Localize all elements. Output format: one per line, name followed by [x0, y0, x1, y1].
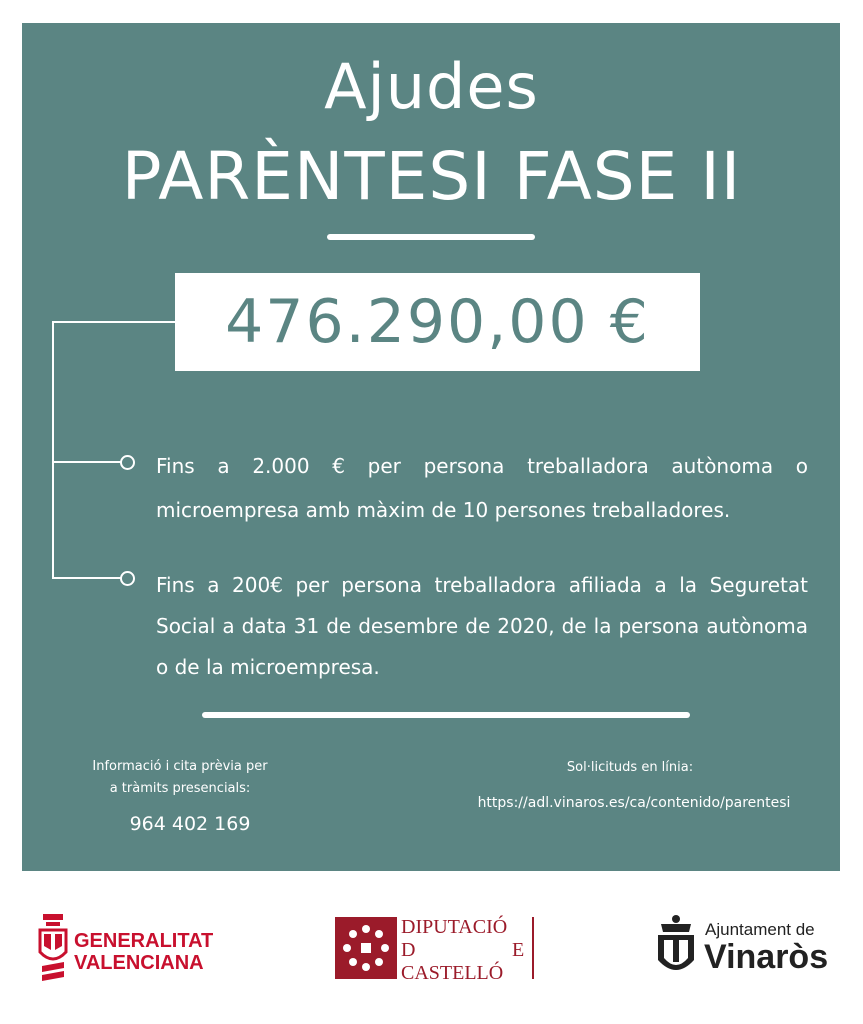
diputacio-line-1: DIPUTACIÓ [401, 916, 508, 938]
info-presencial [70, 756, 290, 800]
bullet-text-2: Fins a 200€ per persona treballadora afiliada a la Seguretat Social a data 31 de desembre de 2020, de la persona autònoma o de la microempresa. [156, 573, 808, 679]
connector-branch-2 [52, 577, 122, 579]
info-line-2: a tràmits presencials: [109, 781, 251, 796]
generalitat-logo-text [74, 930, 213, 974]
diputacio-letter-e: E [512, 939, 525, 961]
vinaros-line-1: Ajuntament de [705, 920, 815, 939]
connector-vertical [52, 321, 54, 578]
online-label: Sol·licituds en línia: [566, 760, 694, 775]
connector-top [52, 321, 176, 323]
diputacio-line-3: CASTELLÓ [401, 962, 504, 984]
title-parentesi: PARÈNTESI FASE II [121, 138, 742, 215]
bottom-divider [202, 712, 690, 718]
phone-number: 964 402 169 [129, 813, 251, 835]
diputacio-bar [532, 917, 534, 979]
bullet-text-1: Fins a 2.000 € per persona treballadora autònoma o microempresa amb màxim de 10 persones treballadores. [156, 454, 808, 522]
diputacio-letter-d: D [401, 939, 416, 961]
amount-box: 476.290,00 € [175, 273, 700, 371]
connector-branch-1 [52, 461, 122, 463]
vinaros-line-2: Vinaròs [704, 938, 829, 976]
generalitat-line-1: GENERALITAT [74, 930, 214, 952]
title-ajudes: Ajudes [324, 50, 539, 123]
bullet-circle-icon [120, 571, 135, 586]
vinaros-shield-icon [655, 914, 697, 980]
title-divider [327, 234, 535, 240]
generalitat-line-2: VALENCIANA [74, 952, 204, 974]
generalitat-emblem-icon [36, 912, 70, 986]
diputacio-emblem-icon [335, 917, 397, 979]
bullet-circle-icon [120, 455, 135, 470]
info-line-1: Informació i cita prèvia per [92, 759, 268, 774]
online-url-link[interactable]: https://adl.vinaros.es/ca/contenido/parentesi [477, 795, 791, 811]
